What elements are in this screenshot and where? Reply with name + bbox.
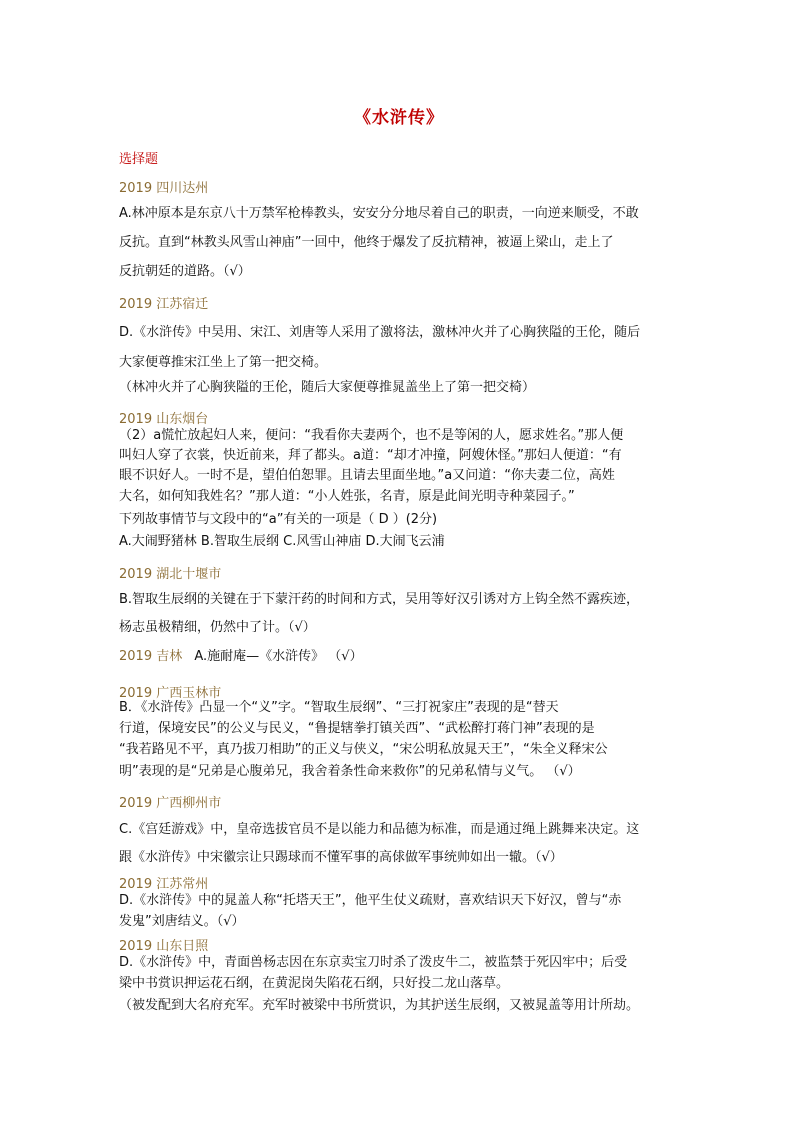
- item-line: （林冲火并了心胸狭隘的王伦，随后大家便尊推晁盖坐上了第一把交椅）: [119, 380, 536, 395]
- item-line: 跟《水浒传》中宋徽宗让只踢球而不懂军事的高俅做军事统帅如出一辙。（√）: [119, 850, 563, 865]
- item-location: 2019 山东烟台: [119, 412, 209, 427]
- item-line: （2）a慌忙放起妇人来，便问：“我看你夫妻两个，也不是等闲的人，愿求姓名。”那人便: [119, 428, 624, 443]
- item-line: 下列故事情节与文段中的“a”有关的一项是（ D ）(2分): [119, 512, 438, 527]
- document-title: 《水浒传》: [354, 108, 444, 128]
- item-line: 杨志虽极精细，仍然中了计。（√）: [119, 620, 316, 635]
- item-line: 大名，如何知我姓名？”那人道：“小人姓张，名青，原是此间光明寺种菜园子。”: [119, 489, 575, 504]
- item-location: 2019 广西柳州市: [119, 796, 222, 811]
- item-line: 叫妇人穿了衣裳，快近前来，拜了都头。a道：“却才冲撞，阿嫂休怪。”那妇人便道：“有: [119, 448, 622, 463]
- item-line: 反抗朝廷的道路。（√）: [119, 264, 251, 279]
- item-line: B．《水浒传》凸显一个“义”字。“智取生辰纲”、“三打祝家庄”表现的是“替天: [119, 700, 559, 715]
- item-line: 行道，保境安民”的公义与民义，“鲁提辖拳打镇关西”、“武松醉打蒋门神”表现的是: [119, 721, 595, 736]
- item-line: D.《水浒传》中，青面兽杨志因在东京卖宝刀时杀了泼皮牛二，被监禁于死囚牢中；后受: [119, 955, 628, 970]
- item-line: 梁中书赏识押运花石纲，在黄泥岗失陷花石纲，只好投二龙山落草。: [119, 976, 510, 991]
- item-line: D.《水浒传》中吴用、宋江、刘唐等人采用了激将法，激林冲火并了心胸狭隘的王伦，随后: [119, 325, 641, 340]
- item-location: 2019 湖北十堰市: [119, 567, 222, 582]
- item-line: A.林冲原本是东京八十万禁军枪棒教头，安安分分地尽着自己的职责，一向逆来顺受，不敢: [119, 206, 639, 221]
- item-location: 2019 江苏宿迁: [119, 297, 209, 312]
- item-line: B.智取生辰纲的关键在于下蒙汗药的时间和方式，吴用等好汉引诱对方上钩全然不露疾迹，: [119, 592, 640, 607]
- item-location: 2019 江苏常州: [119, 877, 209, 892]
- item-inline-row: [119, 650, 679, 663]
- item-line: C.《宫廷游戏》中，皇帝选拔官员不是以能力和品德为标准，而是通过绳上跳舞来决定。这: [119, 822, 640, 837]
- item-line: 眼不识好人。一时不是，望伯伯恕罪。且请去里面坐地。”a又问道：“你夫妻二位，高姓: [119, 468, 615, 483]
- section-heading: 选择题: [119, 152, 159, 167]
- item-line: （被发配到大名府充军。充军时被梁中书所赏识，为其护送生辰纲，又被晁盖等用计所劫。: [119, 998, 640, 1013]
- item-line: 明”表现的是“兄弟是心腹弟兄，我舍着条性命来救你”的兄弟私情与义气。 （√）: [119, 764, 581, 779]
- item-line: 发鬼”刘唐结义。（√）: [119, 914, 245, 929]
- item-line: “我若路见不平，真乃拔刀相助”的正义与侠义，“宋公明私放晁天王”，“朱全义释宋公: [119, 742, 608, 757]
- item-location: 2019 广西玉林市: [119, 686, 222, 701]
- item-location: 2019 四川达州: [119, 181, 209, 196]
- item-line: 反抗。直到“林教头风雪山神庙”一回中，他终于爆发了反抗精神，被逼上梁山，走上了: [119, 235, 614, 250]
- item-line: 大家便尊推宋江坐上了第一把交椅。: [119, 355, 328, 370]
- item-line: D.《水浒传》中的晁盖人称“托塔天王”，他平生仗义疏财，喜欢结识天下好汉，曾与“赤: [119, 893, 622, 908]
- item-location: 2019 山东日照: [119, 939, 209, 954]
- item-line: A.施耐庵—《水浒传》 （√）: [194, 649, 363, 664]
- item-location: 2019 吉林: [119, 649, 183, 664]
- item-line: A.大闹野猪林 B.智取生辰纲 C.风雪山神庙 D.大闹飞云浦: [119, 534, 445, 549]
